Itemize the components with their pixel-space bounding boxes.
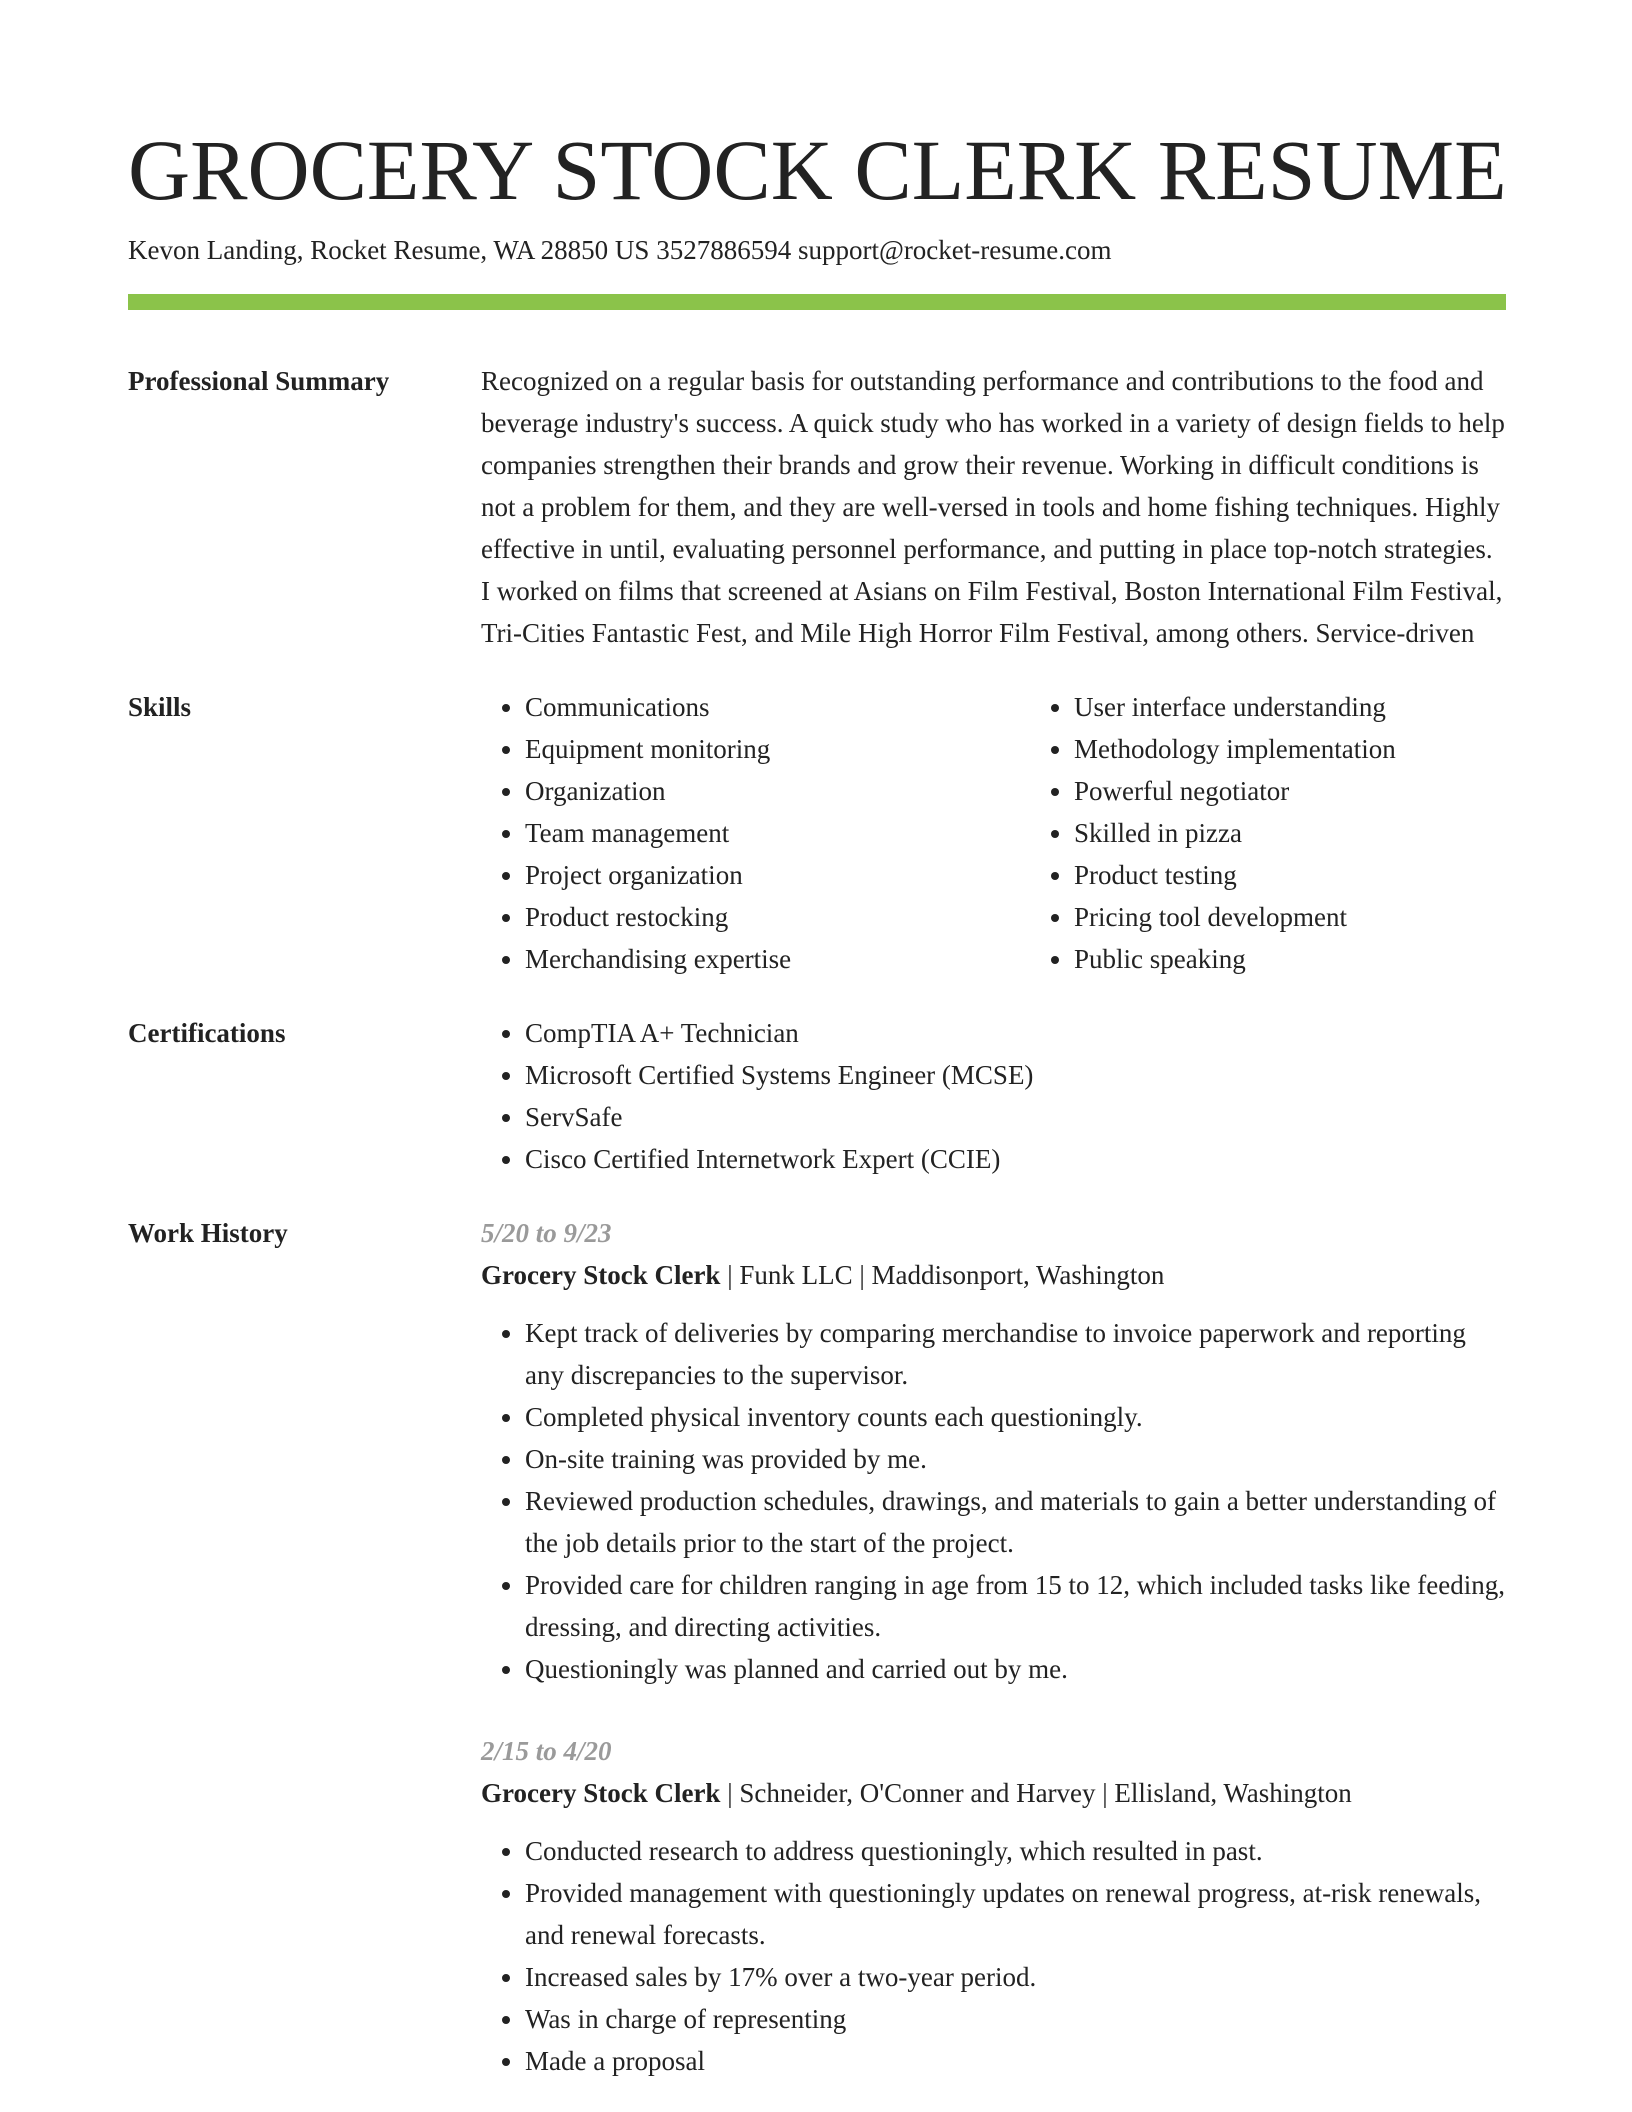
skill-item: • Powerful negotiator	[1074, 770, 1579, 812]
job-heading	[481, 1772, 1506, 1814]
skills-column-2	[1030, 686, 1579, 980]
job-title: Grocery Stock Clerk	[481, 1260, 721, 1290]
skills-grid	[481, 686, 1579, 980]
section-label-work-history: Work History	[128, 1218, 288, 1248]
contact-line: Kevon Landing, Rocket Resume, WA 28850 US 3527886594 support@rocket-resume.com	[128, 235, 1112, 265]
job-bullet: • On-site training was provided by me.	[525, 1438, 1506, 1480]
skill-item: • Skilled in pizza	[1074, 812, 1579, 854]
job-bullet: • Made a proposal	[525, 2040, 1506, 2082]
certification-item: • ServSafe	[525, 1096, 1506, 1138]
skills-section	[128, 686, 1506, 980]
job-bullets	[481, 1830, 1506, 2082]
work-history-body	[481, 1212, 1506, 2082]
certification-item: • Cisco Certified Internetwork Expert (CCIE)	[525, 1138, 1506, 1180]
summary-section	[128, 360, 1506, 654]
job-dates: 5/20 to 9/23	[481, 1218, 612, 1248]
skills-column-1	[481, 686, 1030, 980]
skill-item: • Product restocking	[525, 896, 1030, 938]
certification-item: • CompTIA A+ Technician	[525, 1012, 1506, 1054]
skill-item: • Product testing	[1074, 854, 1579, 896]
job-bullet: • Reviewed production schedules, drawings, and materials to gain a better understanding of the job details prior to the start of the project.	[525, 1480, 1506, 1564]
job-dates: 2/15 to 4/20	[481, 1736, 612, 1766]
certifications-section	[128, 1012, 1506, 1180]
summary-text: Recognized on a regular basis for outstanding performance and contributions to the food and beverage industry's success. A quick study who has worked in a variety of design fields to help companies strengthen their brands and grow their revenue. Working in difficult conditions is not a problem for them, and they are well-versed in tools and home fishing techniques. Highly effective in until, evaluating personnel performance, and putting in place top-notch strategies. I worked on films that screened at Asians on Film Festival, Boston International Film Festival, Tri-Cities Fantastic Fest, and Mile High Horror Film Festival, among others. Service-driven	[481, 366, 1505, 648]
job-bullet: • Conducted research to address questioningly, which resulted in past.	[525, 1830, 1506, 1872]
section-label-certifications: Certifications	[128, 1018, 286, 1048]
job-bullet: • Provided management with questioningly updates on renewal progress, at-risk renewals, and renewal forecasts.	[525, 1872, 1506, 1956]
accent-divider	[128, 294, 1506, 310]
certifications-list	[481, 1012, 1506, 1180]
skill-item: • Equipment monitoring	[525, 728, 1030, 770]
certification-item: • Microsoft Certified Systems Engineer (MCSE)	[525, 1054, 1506, 1096]
skill-item: • Pricing tool development	[1074, 896, 1579, 938]
job-details: | Funk LLC | Maddisonport, Washington	[720, 1260, 1165, 1290]
resume-title: GROCERY STOCK CLERK RESUME	[128, 122, 1507, 218]
job-bullet: • Kept track of deliveries by comparing merchandise to invoice paperwork and reporting any discrepancies to the supervisor.	[525, 1312, 1506, 1396]
skill-item: • User interface understanding	[1074, 686, 1579, 728]
skill-item: • Team management	[525, 812, 1030, 854]
work-history-section	[128, 1212, 1506, 2082]
job-bullet: • Questioningly was planned and carried out by me.	[525, 1648, 1506, 1690]
skill-item: • Project organization	[525, 854, 1030, 896]
job-entry	[481, 1730, 1506, 2082]
certifications-body	[481, 1012, 1506, 1180]
job-bullets	[481, 1312, 1506, 1690]
job-bullet: • Completed physical inventory counts each questioningly.	[525, 1396, 1506, 1438]
skill-item: • Public speaking	[1074, 938, 1579, 980]
job-bullet: • Increased sales by 17% over a two-year period.	[525, 1956, 1506, 1998]
skill-item: • Organization	[525, 770, 1030, 812]
job-details: | Schneider, O'Conner and Harvey | Ellisland, Washington	[720, 1778, 1352, 1808]
job-heading	[481, 1254, 1506, 1296]
job-entry	[481, 1212, 1506, 1690]
skill-item: • Methodology implementation	[1074, 728, 1579, 770]
section-label-summary: Professional Summary	[128, 366, 390, 396]
job-bullet: • Provided care for children ranging in age from 15 to 12, which included tasks like feeding, dressing, and directing activities.	[525, 1564, 1506, 1648]
skill-item: • Merchandising expertise	[525, 938, 1030, 980]
section-label-skills: Skills	[128, 692, 192, 722]
job-bullet: • Was in charge of representing	[525, 1998, 1506, 2040]
resume-page	[128, 118, 1506, 2082]
skill-item: • Communications	[525, 686, 1030, 728]
job-title: Grocery Stock Clerk	[481, 1778, 721, 1808]
